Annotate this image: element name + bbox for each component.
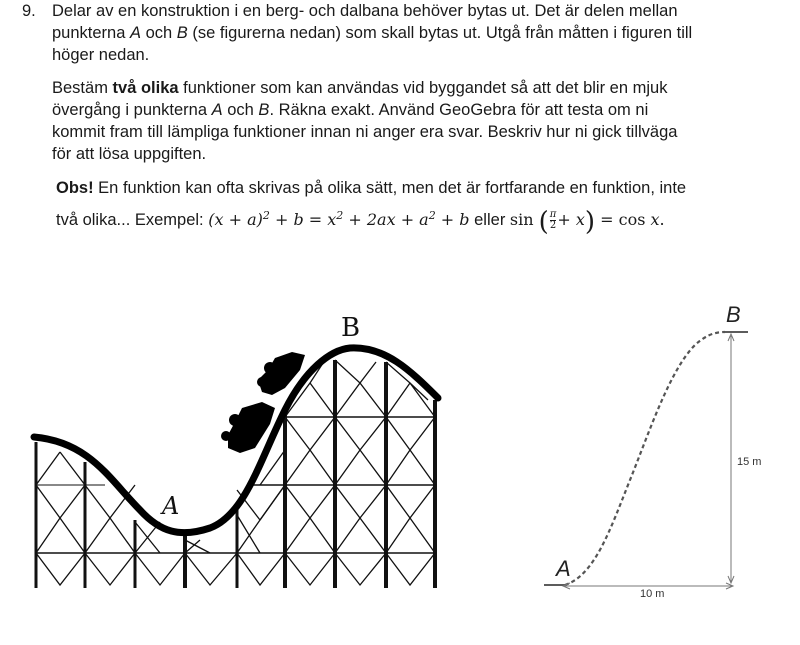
note-line-2	[56, 206, 686, 237]
math-fraction	[550, 210, 557, 231]
math-equation-1	[208, 210, 469, 229]
height-dimension-label: 15 m	[737, 456, 762, 468]
coaster-label-b: B	[341, 313, 361, 343]
text: . Räkna exakt. Använd GeoGebra för att testa om ni	[269, 101, 649, 119]
math-sin: sin	[509, 210, 534, 229]
math-part: + x	[557, 210, 585, 229]
math-exponent: 2	[336, 209, 344, 222]
diagram-label-b: B	[726, 302, 741, 327]
dimension-diagram-svg	[540, 290, 790, 620]
math-paren: (	[538, 207, 549, 237]
p1-line-1	[52, 0, 692, 22]
math-equation-2	[509, 207, 665, 237]
text: eller	[469, 211, 510, 229]
roller-coaster-illustration	[30, 300, 450, 600]
math-exponent: 2	[428, 209, 436, 222]
point-a-ref: A	[129, 24, 141, 42]
p2-line-2	[52, 99, 677, 121]
math-part: =	[595, 210, 619, 229]
note-line-1	[56, 177, 686, 199]
text: Delar av en konstruktion i en berg- och dalbana behöver bytas ut. Det är delen mellan	[52, 2, 678, 20]
text: En funktion kan ofta skrivas på olika sätt, men det är fortfarande en funktion, inte	[93, 179, 687, 197]
note-label: Obs!	[56, 179, 94, 197]
math-part: + b = x	[269, 210, 337, 229]
fraction-denominator: 2	[549, 220, 557, 231]
text: punkterna	[52, 24, 130, 42]
text: två olika... Exempel:	[56, 211, 209, 229]
math-exponent: 2	[262, 209, 270, 222]
p2-line-3: kommit fram till lämpliga funktioner innan ni anger era svar. Beskriv hur ni gick tillväga	[52, 123, 678, 141]
text: och	[141, 24, 177, 42]
dimension-diagram	[540, 290, 790, 620]
dashed-curve	[565, 332, 725, 585]
math-cos: cos	[618, 210, 651, 229]
point-b-ref: B	[176, 24, 188, 42]
p1-line-3	[52, 44, 692, 66]
text: höger nedan.	[52, 46, 150, 64]
p2-line-1	[52, 77, 677, 99]
point-a-ref: A	[211, 101, 223, 119]
math-paren: )	[584, 207, 596, 237]
problem-paragraph-1	[52, 0, 692, 66]
emphasis-two-different: två olika	[112, 79, 179, 97]
point-b-ref: B	[258, 101, 270, 119]
p1-line-2	[52, 22, 692, 44]
text: funktioner som kan användas vid byggandet så att det blir en mjuk	[178, 79, 668, 97]
text: (se figurerna nedan) som skall bytas ut. Utgå från måtten i figuren till	[187, 24, 693, 42]
math-part: + 2ax + a	[343, 210, 429, 229]
p2-line-4: för att lösa uppgiften.	[52, 145, 207, 163]
roller-coaster-figure	[30, 300, 450, 600]
width-dimension-label: 10 m	[640, 588, 665, 600]
text: Bestäm	[52, 79, 113, 97]
problem-note	[56, 177, 687, 237]
diagram-label-a: A	[556, 556, 571, 581]
math-part: + b	[435, 210, 470, 229]
math-part: x	[650, 210, 660, 229]
problem-paragraph-2	[52, 77, 677, 165]
fraction-numerator: π	[549, 209, 557, 220]
math-part: .	[659, 210, 665, 229]
text: och	[222, 101, 259, 119]
math-part: (x + a)	[208, 210, 263, 229]
text: övergång i punkterna	[52, 101, 212, 119]
coaster-label-a: A	[162, 492, 180, 520]
problem-number: 9.	[22, 2, 36, 20]
